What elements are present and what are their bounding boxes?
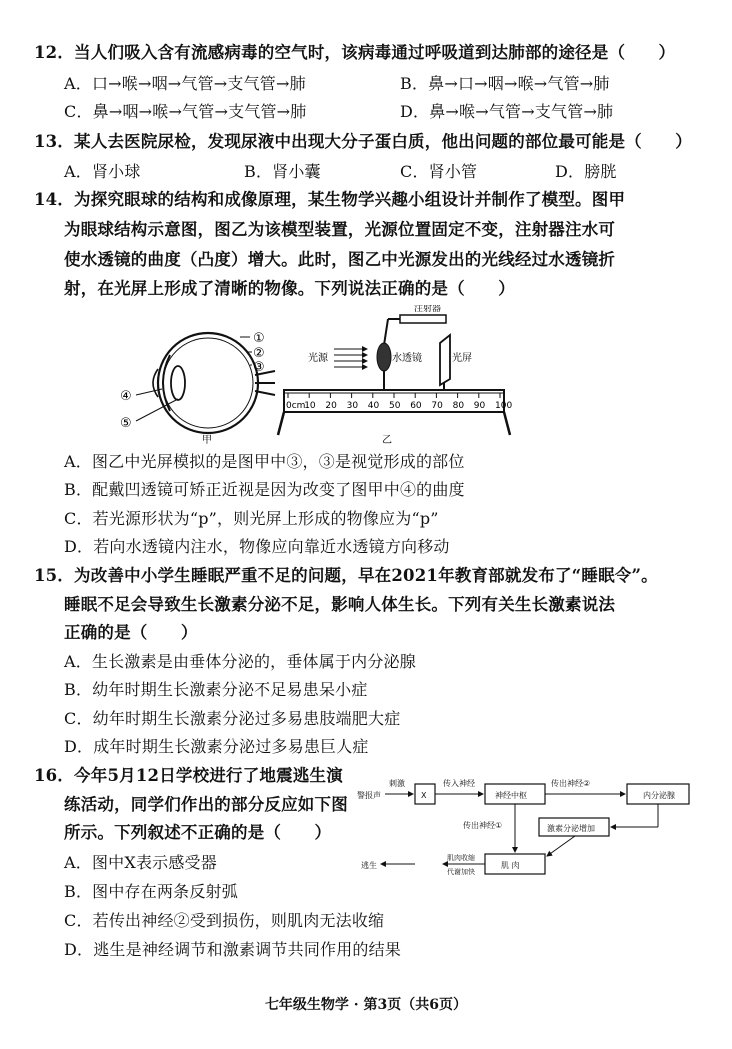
- ruler-ticks: [286, 393, 512, 411]
- label-stimulus: 刺激: [389, 779, 405, 788]
- label-efferent2: 传出神经②: [551, 779, 591, 788]
- q12-option-b: B．鼻→口→咽→喉→气管→肺: [400, 74, 610, 93]
- ruler-tick-label: 50: [389, 401, 401, 411]
- caption-jia: 甲: [202, 435, 212, 445]
- ruler-tick-label: 100: [495, 401, 513, 411]
- eye-label-1: ①: [253, 331, 265, 346]
- q14-figure: [100, 305, 520, 445]
- q13-option-a: A．肾小球: [64, 162, 141, 181]
- caption-yi: 乙: [382, 435, 392, 445]
- q16-stem-line3: 所示。下列叙述不正确的是（ ）: [64, 823, 332, 842]
- q16-option-a: A．图中X表示感受器: [64, 853, 217, 872]
- label-center: 神经中枢: [495, 791, 527, 800]
- q14-option-c: C．若光源形状为“p”，则光屏上形成的物像应为“p”: [64, 509, 439, 528]
- q16-option-d: D．逃生是神经调节和激素调节共同作用的结果: [64, 940, 402, 959]
- ruler-tick-label: 10: [304, 401, 316, 411]
- q12-option-d: D．鼻→喉→气管→支气管→肺: [400, 102, 614, 121]
- eye-label-2: ②: [253, 346, 265, 361]
- q13-option-d: D．膀胱: [555, 162, 617, 181]
- q15-stem-line3: 正确的是（ ）: [64, 623, 198, 642]
- label-x: X: [421, 791, 427, 800]
- q16-option-c: C．若传出神经②受到损伤，则肌肉无法收缩: [64, 911, 385, 930]
- q15-stem-line2: 睡眠不足会导致生长激素分泌不足，影响人体生长。下列有关生长激素说法: [64, 595, 616, 614]
- q12-option-c: C．鼻→咽→喉→气管→支气管→肺: [64, 102, 307, 121]
- ruler-tick-label: 40: [367, 401, 380, 411]
- q14-stem-line2: 为眼球结构示意图，图乙为该模型装置，光源位置固定不变，注射器注水可: [64, 220, 616, 239]
- ruler-tick-label: 80: [452, 401, 465, 411]
- eye-diagram: [120, 331, 275, 445]
- q15-option-c: C．幼年时期生长激素分泌过多易患肢端肥大症: [64, 709, 401, 728]
- label-hormone: 激素分泌增加: [547, 824, 595, 833]
- q15-stem-line1: 15．为改善中小学生睡眠严重不足的问题，早在2021年教育部就发布了“睡眠令”。: [34, 566, 658, 585]
- q16-option-b: B．图中存在两条反射弧: [64, 882, 238, 901]
- q13-stem: 13．某人去医院尿检，发现尿液中出现大分子蛋白质，他出问题的部位最可能是（ ）: [34, 132, 692, 151]
- q14-stem-line4: 射，在光屏上形成了清晰的物像。下列说法正确的是（ ）: [64, 279, 515, 298]
- ruler-tick-label: 70: [431, 401, 443, 411]
- q14-option-b: B．配戴凹透镜可矫正近视是因为改变了图甲中④的曲度: [64, 480, 465, 499]
- q14-stem-line1: 14．为探究眼球的结构和成像原理，某生物学兴趣小组设计并制作了模型。图甲: [34, 190, 626, 209]
- q15-option-d: D．成年时期生长激素分泌过多易患巨人症: [64, 737, 369, 756]
- q14-stem-line3: 使水透镜的曲度（凸度）增大。此时，图乙中光源发出的光线经过水透镜折: [64, 250, 616, 269]
- q16-stem-line1: 16．今年5月12日学校进行了地震逃生演: [34, 766, 343, 785]
- label-gland: 内分泌腺: [643, 791, 675, 800]
- q13-option-c: C．肾小管: [400, 162, 478, 181]
- label-light-source: 光源: [308, 353, 328, 364]
- eye-label-4: ④: [120, 389, 132, 404]
- label-alarm: 警报声: [357, 791, 381, 800]
- label-muscle: 肌 肉: [501, 861, 520, 870]
- ruler-tick-label: 30: [346, 401, 359, 411]
- ruler-tick-label: 90: [473, 401, 486, 411]
- q13-option-b: B．肾小囊: [244, 162, 321, 181]
- q14-option-a: A．图乙中光屏模拟的是图甲中③，③是视觉形成的部位: [64, 452, 465, 471]
- label-escape: 逃生: [361, 861, 377, 870]
- eye-label-3: ③: [253, 360, 265, 375]
- q14-option-d: D．若向水透镜内注水，物像应向靠近水透镜方向移动: [64, 537, 450, 556]
- q16-stem-line2: 练活动，同学们作出的部分反应如下图: [64, 795, 348, 814]
- q12-stem: 12．当人们吸入含有流感病毒的空气时，该病毒通过呼吸道到达肺部的途径是（ ）: [34, 43, 676, 62]
- ruler-tick-label: 60: [410, 401, 422, 411]
- label-contract: 肌肉收缩: [447, 854, 475, 862]
- q12-option-a: A．口→喉→咽→气管→支气管→肺: [64, 74, 306, 93]
- label-syringe: 注射器: [414, 305, 442, 314]
- eye-label-5: ⑤: [120, 416, 132, 431]
- ruler-tick-label: 0cm: [286, 401, 306, 411]
- page-footer: 七年级生物学 · 第3页（共6页）: [264, 997, 468, 1013]
- q15-option-b: B．幼年时期生长激素分泌不足易患呆小症: [64, 680, 368, 699]
- label-screen: 光屏: [452, 353, 472, 364]
- model-apparatus: [278, 305, 512, 445]
- label-efferent1: 传出神经①: [463, 821, 503, 830]
- ruler-tick-label: 20: [325, 401, 337, 411]
- label-afferent: 传入神经: [443, 779, 475, 788]
- label-water-lens: 水透镜: [392, 353, 422, 364]
- label-metabolism: 代谢加快: [447, 868, 475, 876]
- q16-reflex-diagram: [355, 772, 723, 884]
- q15-option-a: A．生长激素是由垂体分泌的，垂体属于内分泌腺: [64, 652, 416, 671]
